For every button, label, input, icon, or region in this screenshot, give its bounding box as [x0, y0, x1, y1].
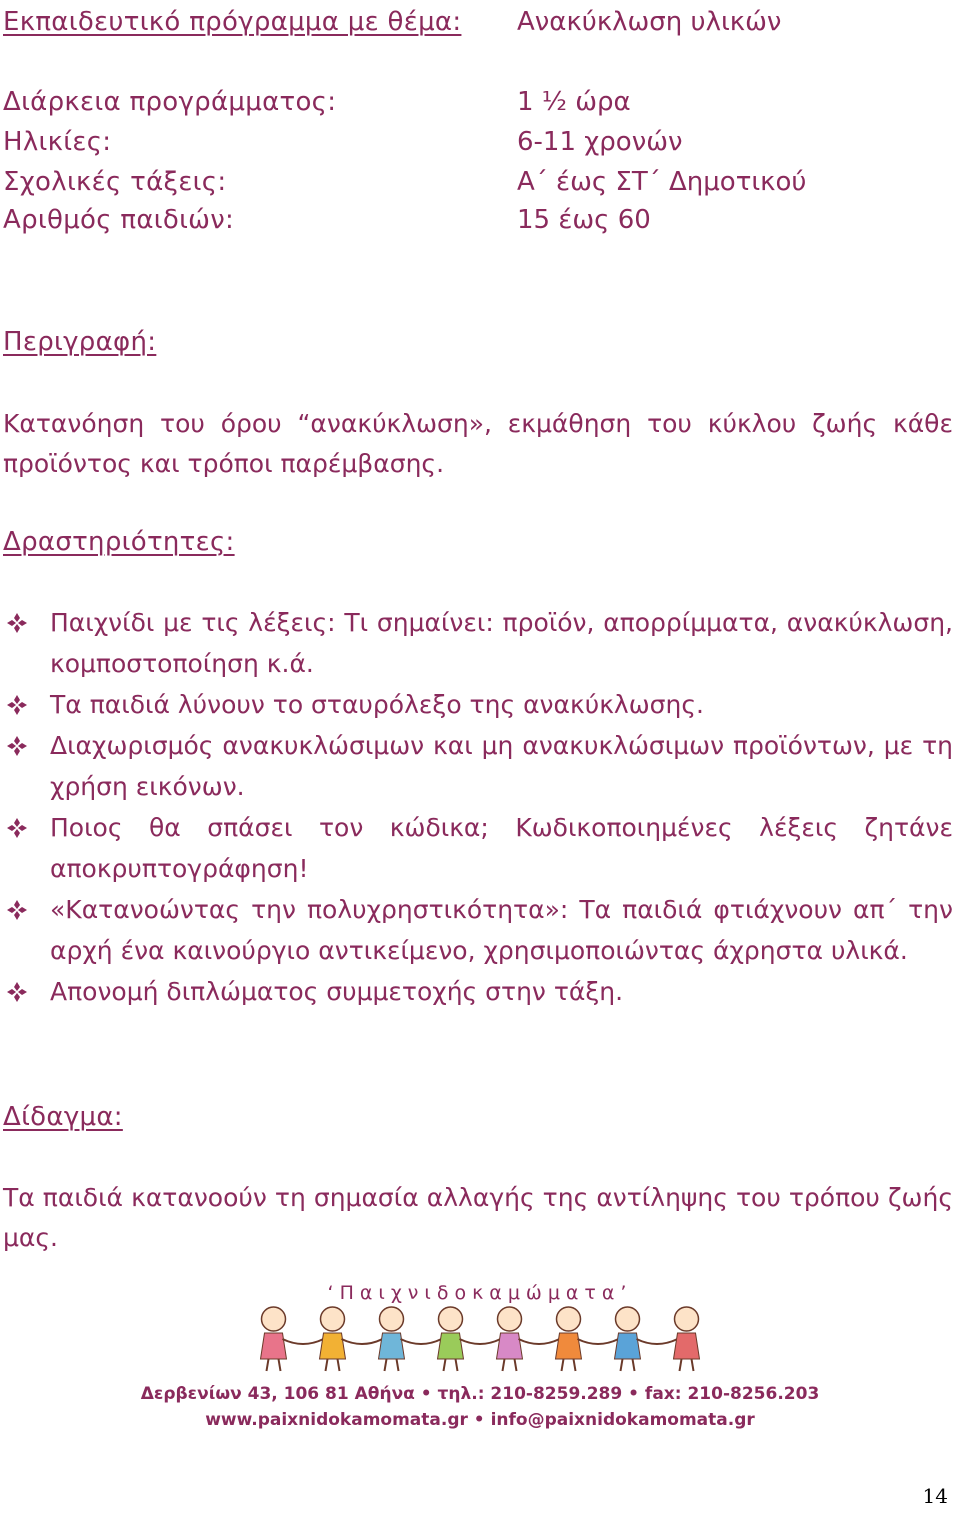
holding-hands-arm	[401, 1339, 442, 1344]
activity-text: Ποιος θα σπάσει τον κώδικα; Κωδικοποιημένες λέξεις ζητάνε αποκρυπτογράφηση!	[50, 813, 953, 883]
diamond-flower-icon	[7, 818, 27, 838]
activity-text: Απονομή διπλώματος συμμετοχής στην τάξη.	[50, 977, 624, 1006]
activity-text: Παιχνίδι με τις λέξεις: Τι σημαίνει: προϊόν, απορρίμματα, ανακύκλωση, κομποστοποίηση κ.ά.	[50, 608, 953, 678]
diamond-flower-icon	[7, 900, 27, 920]
activity-text: Τα παιδιά λύνουν το σταυρόλεξο της ανακύκλωσης.	[50, 690, 704, 719]
list-item	[3, 684, 953, 725]
lesson-text: Τα παιδιά κατανοούν τη σημασία αλλαγής της αντίληψης του τρόπου ζωής μας.	[3, 1183, 953, 1252]
diamond-flower-icon	[7, 982, 27, 1002]
description-text: Κατανόηση του όρου “ανακύκλωση», εκμάθηση του κύκλου ζωής κάθε προϊόντος και τρόποι παρέμβασης.	[3, 409, 953, 478]
holding-hands-arm	[460, 1339, 501, 1344]
diamond-flower-icon	[7, 736, 27, 756]
lesson-heading: Δίδαγμα:	[3, 1102, 123, 1132]
list-item	[3, 971, 953, 1012]
page-number: 14	[922, 1484, 948, 1508]
activity-text: Διαχωρισμός ανακυκλώσιμων και μη ανακυκλώσιμων προϊόντων, με τη χρήση εικόνων.	[50, 731, 953, 801]
detail-label-ages: Ηλικίες:	[3, 127, 112, 157]
contact-address: Δερβενίων 43, 106 81 Αθήνα • τηλ.: 210-8259.289 • fax: 210-8256.203	[140, 1384, 820, 1404]
program-label: Εκπαιδευτικό πρόγραμμα με θέμα:	[3, 7, 462, 37]
contact-web: www.paixnidokamomata.gr • info@paixnidokamomata.gr	[205, 1410, 755, 1430]
holding-hands-arm	[519, 1339, 560, 1344]
description-heading: Περιγραφή:	[3, 327, 157, 357]
holding-hands-arm	[637, 1339, 678, 1344]
list-item	[3, 725, 953, 807]
holding-hands-arm	[283, 1339, 324, 1344]
list-item	[3, 889, 953, 971]
detail-label-duration: Διάρκεια προγράμματος:	[3, 87, 337, 117]
child-figure	[674, 1307, 700, 1371]
detail-value-children: 15 έως 60	[517, 205, 651, 235]
diamond-flower-icon	[7, 695, 27, 715]
program-value: Ανακύκλωση υλικών	[517, 7, 782, 37]
diamond-flower-icon	[7, 613, 27, 633]
activities-list	[3, 602, 953, 1012]
holding-hands-arm	[578, 1339, 619, 1344]
holding-hands-arm	[342, 1339, 383, 1344]
list-item	[3, 807, 953, 889]
detail-value-ages: 6-11 χρονών	[517, 127, 683, 157]
detail-value-classes: Α΄ έως ΣΤ΄ Δημοτικού	[517, 167, 807, 197]
brand-title: ‘Παιχνιδοκαμώματα’	[327, 1282, 633, 1304]
list-item	[3, 602, 953, 684]
detail-label-children: Αριθμός παιδιών:	[3, 205, 235, 235]
activity-text: «Κατανοώντας την πολυχρηστικότητα»: Τα παιδιά φτιάχνουν απ΄ την αρχή ένα καινούργιο αντικείμενο, χρησιμοποιώντας άχρηστα υλικά.	[50, 895, 953, 965]
activities-heading: Δραστηριότητες:	[3, 527, 235, 557]
detail-label-classes: Σχολικές τάξεις:	[3, 167, 227, 197]
children-logo	[244, 1303, 716, 1373]
detail-value-duration: 1 ½ ώρα	[517, 87, 631, 117]
